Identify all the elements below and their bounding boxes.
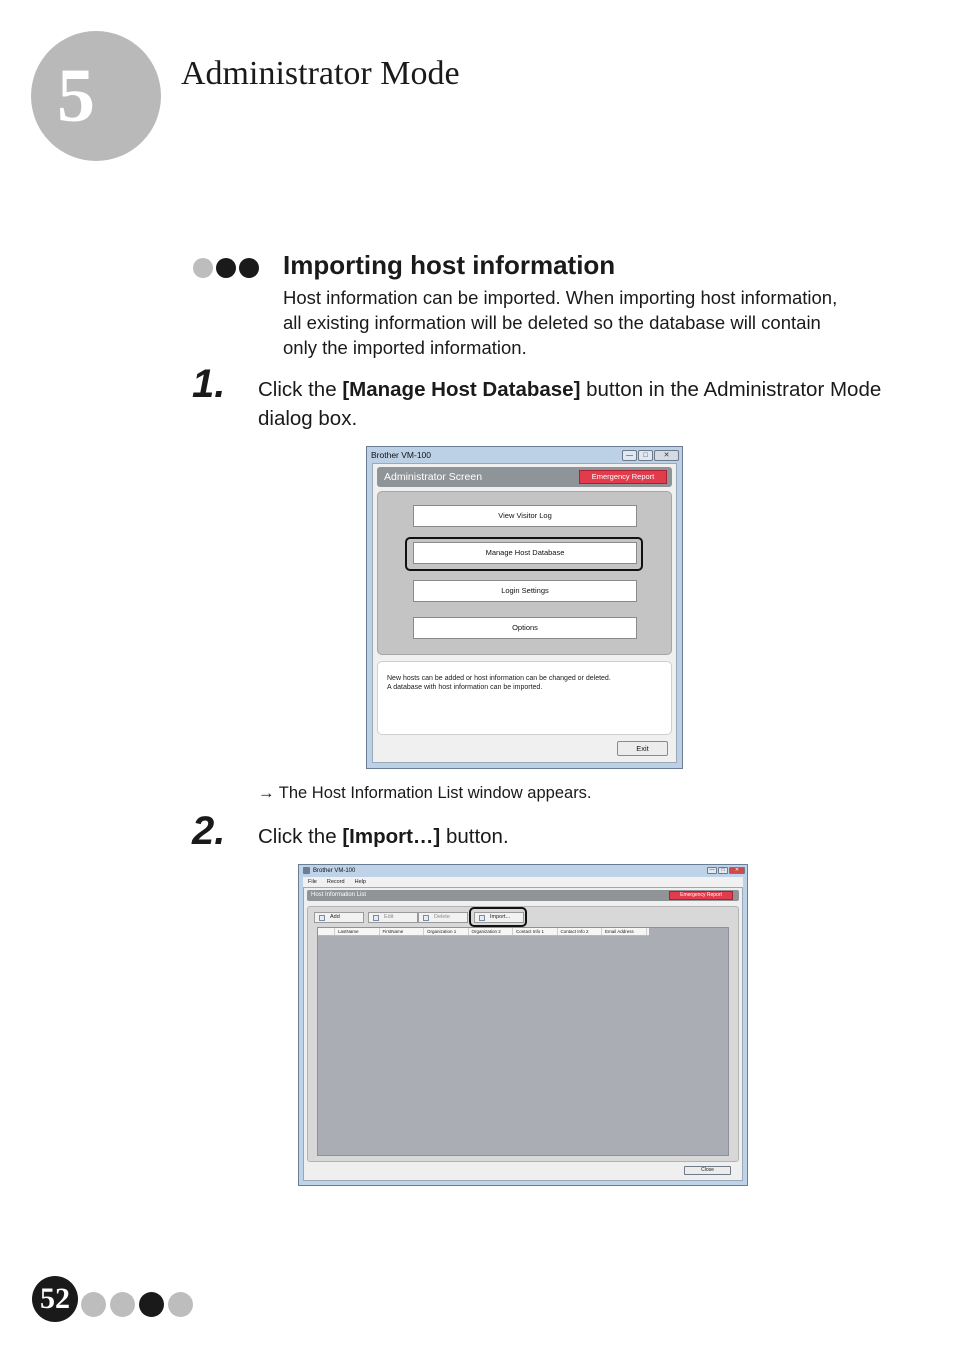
screen-header (377, 467, 672, 487)
bullet-dot-dark (239, 258, 259, 278)
add-icon (319, 915, 325, 921)
highlight-callout (469, 907, 527, 927)
close-button[interactable]: Close (684, 1166, 731, 1175)
section-title: Importing host information (283, 250, 616, 280)
host-table (317, 927, 729, 1156)
footer-dot-gray (81, 1292, 106, 1317)
window-client-area (303, 887, 743, 1181)
view-visitor-log-button[interactable]: View Visitor Log (413, 505, 637, 527)
step-text-after: button. (440, 825, 509, 848)
column-header[interactable]: FirstName (380, 928, 425, 935)
description-line: New hosts can be added or host information can be changed or deleted. (387, 675, 611, 682)
chapter-badge (31, 31, 161, 161)
bullet-dot-gray (193, 258, 213, 278)
window-controls (707, 867, 745, 874)
intro-line: all existing information will be deleted so the database will contain (283, 312, 821, 333)
column-header[interactable]: Organization 2 (469, 928, 514, 935)
screen-header-title: Administrator Screen (384, 471, 483, 483)
step-instruction (258, 375, 898, 433)
row-selector-header (318, 928, 335, 935)
footer-dot-dark (139, 1292, 164, 1317)
list-panel (307, 906, 739, 1162)
step-button-name: [Manage Host Database] (342, 378, 581, 401)
menu-panel (377, 491, 672, 655)
window-app-label (303, 867, 355, 874)
window-client-area (372, 463, 677, 763)
footer-dot-gray (168, 1292, 193, 1317)
section-bullet-dots (193, 258, 259, 278)
edit-button[interactable] (368, 912, 418, 923)
description-box (377, 661, 672, 735)
footer-dots (81, 1292, 193, 1317)
description-line: A database with host information can be imported. (387, 684, 543, 691)
minimize-icon[interactable]: — (707, 867, 717, 874)
exit-button[interactable]: Exit (617, 741, 668, 756)
table-header (318, 928, 649, 936)
step-instruction (258, 822, 898, 851)
login-settings-button[interactable]: Login Settings (413, 580, 637, 602)
menu-help[interactable]: Help (354, 879, 366, 885)
column-header[interactable]: Contact Info 2 (558, 928, 603, 935)
column-header[interactable]: Email Address (602, 928, 647, 935)
step-button-name: [Import…] (342, 825, 441, 848)
chapter-title: Administrator Mode (181, 55, 460, 92)
step-text-before: Click the (258, 378, 343, 401)
maximize-icon[interactable]: □ (718, 867, 728, 874)
column-header[interactable]: Contact Info 1 (513, 928, 558, 935)
step-result: → The Host Information List window appears. (258, 784, 592, 802)
window-controls (622, 450, 679, 461)
screen-header-title: Host Information List (311, 892, 367, 898)
section-intro (283, 285, 903, 360)
close-icon[interactable]: ✕ (654, 450, 679, 461)
column-header[interactable]: LastName (335, 928, 380, 935)
delete-button[interactable] (418, 912, 468, 923)
screen-header (307, 890, 739, 901)
window-title: Brother VM-100 (313, 867, 356, 874)
host-information-list-window (298, 864, 748, 1186)
options-button[interactable]: Options (413, 617, 637, 639)
page-number: 52 (32, 1276, 78, 1322)
column-header[interactable]: Organization 1 (424, 928, 469, 935)
step-number: 1. (192, 362, 226, 406)
close-icon[interactable]: ✕ (729, 867, 745, 874)
window-titlebar (367, 447, 682, 463)
edit-icon (373, 915, 379, 921)
manage-host-database-button[interactable]: Manage Host Database (413, 542, 637, 564)
emergency-report-button[interactable]: Emergency Report (669, 891, 733, 900)
import-button-label: Import... (490, 914, 511, 920)
add-button-label: Add (330, 914, 340, 920)
edit-button-label: Edit (384, 914, 394, 920)
minimize-icon[interactable]: — (622, 450, 637, 461)
step-number: 2. (192, 809, 226, 853)
app-icon (303, 867, 310, 874)
window-titlebar (299, 865, 747, 876)
bullet-dot-dark (216, 258, 236, 278)
window-title: Brother VM-100 (371, 450, 431, 460)
delete-icon (423, 915, 429, 921)
maximize-icon[interactable]: □ (638, 450, 653, 461)
delete-button-label: Delete (434, 914, 450, 920)
menu-file[interactable]: File (308, 879, 317, 885)
admin-screen-window (366, 446, 683, 769)
step-text-after: button in the Administrator Mode dialog box. (258, 378, 882, 430)
footer-dot-gray (110, 1292, 135, 1317)
chapter-number: 5 (57, 54, 95, 138)
add-button[interactable] (314, 912, 364, 923)
menu-bar (303, 877, 743, 887)
menu-record[interactable]: Record (326, 879, 345, 885)
intro-line: only the imported information. (283, 337, 527, 358)
intro-line: Host information can be imported. When importing host information, (283, 287, 838, 308)
emergency-report-button[interactable]: Emergency Report (579, 470, 667, 484)
step-text-before: Click the (258, 825, 343, 848)
